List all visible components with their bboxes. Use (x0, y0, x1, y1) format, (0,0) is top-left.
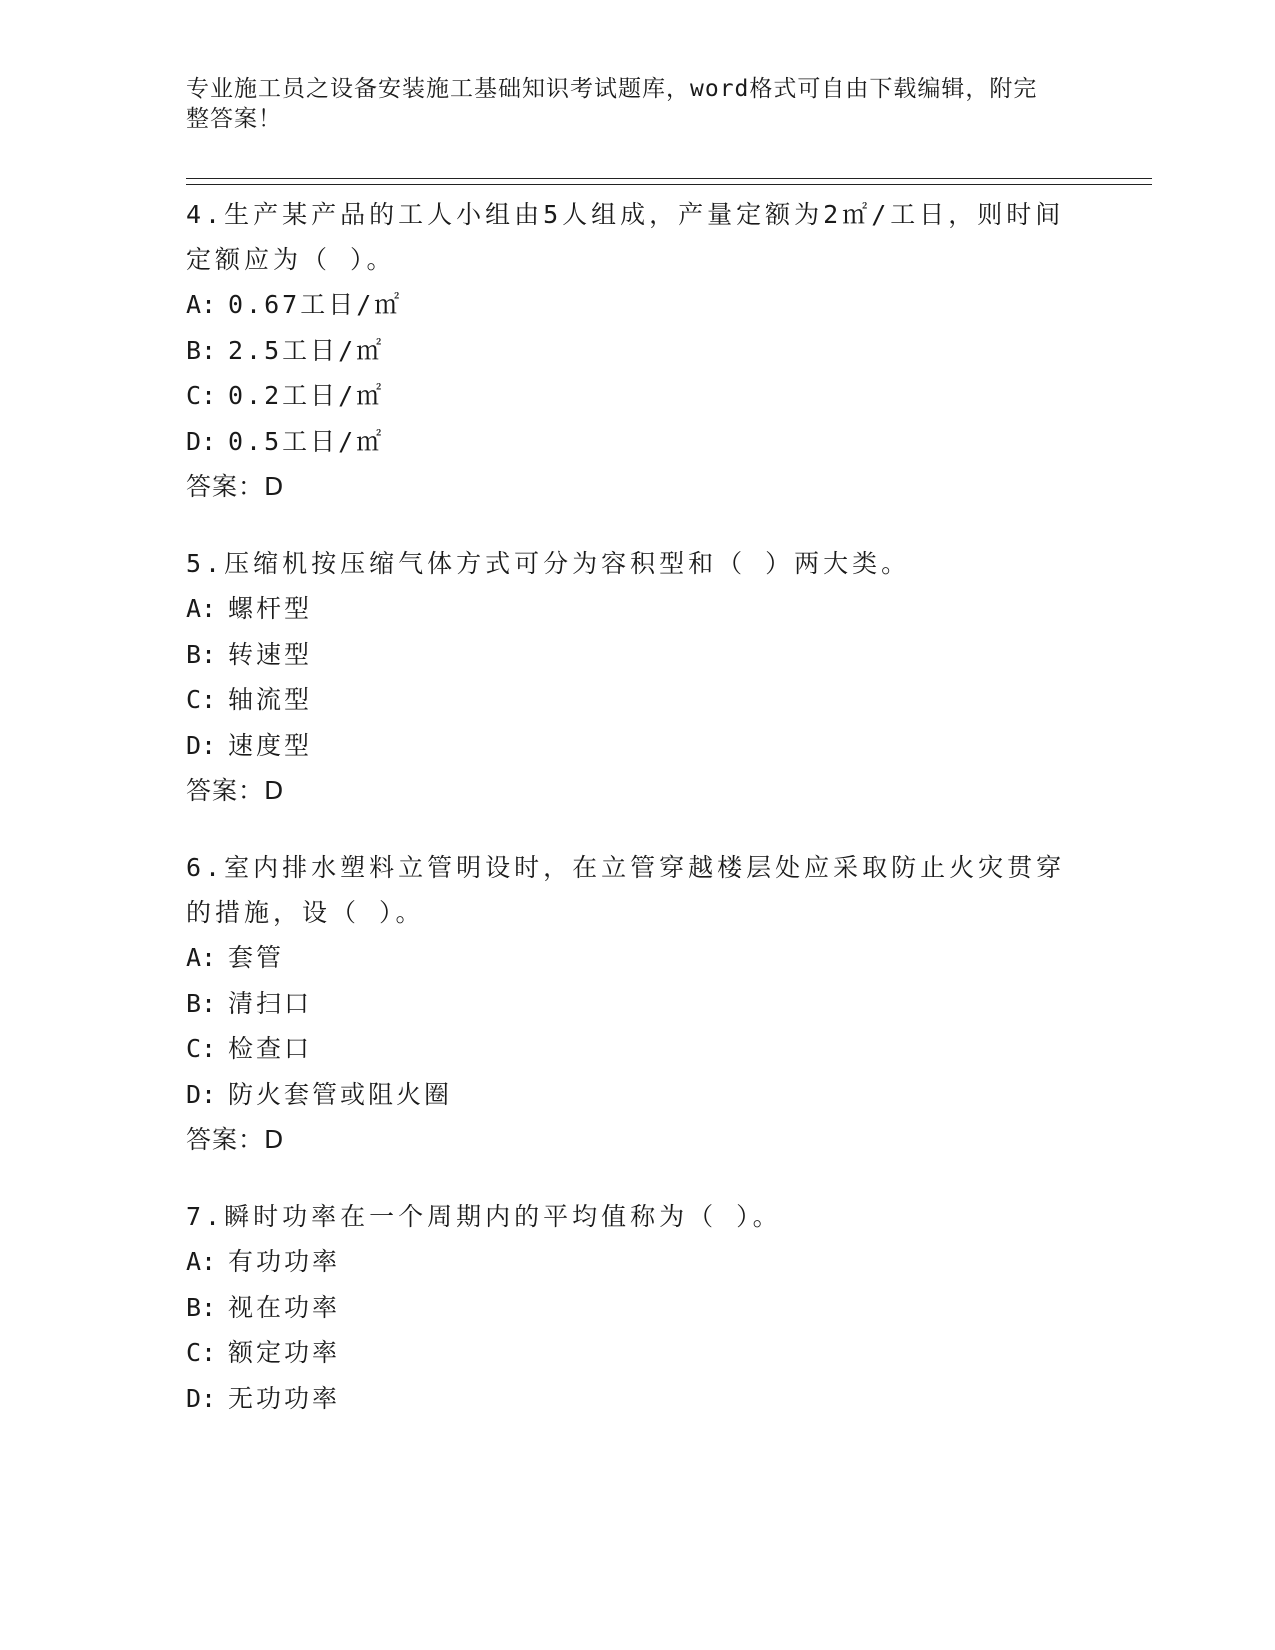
option-text: 0.5工日/㎡ (228, 426, 385, 456)
option-text: 额定功率 (228, 1338, 341, 1367)
option-key: A: (186, 594, 217, 623)
option-text: 套管 (228, 943, 285, 972)
option-c (186, 1330, 1086, 1376)
header-line-2: 整答案！ (186, 106, 282, 132)
option-c (186, 677, 1086, 723)
question-stem: 7.瞬时功率在一个周期内的平均值称为（ ）。 (186, 1202, 782, 1231)
option-key: D: (186, 730, 217, 760)
option-key: D: (186, 1079, 217, 1109)
option-key: C: (186, 381, 217, 410)
question-list (186, 190, 1086, 1450)
option-key: C: (186, 1338, 217, 1367)
option-a (186, 1239, 1086, 1285)
option-key: B: (186, 639, 217, 669)
question-stem: 5.压缩机按压缩气体方式可分为容积型和（ ）两大类。 (186, 549, 911, 578)
option-key: B: (186, 988, 217, 1018)
header-divider-top (186, 178, 1152, 179)
question-item (186, 539, 1086, 814)
option-text: 0.2工日/㎡ (228, 381, 385, 410)
option-a (186, 282, 1086, 328)
option-b (186, 632, 1086, 678)
option-text: 视在功率 (228, 1292, 341, 1322)
question-stem: 4.生产某产品的工人小组由5人组成，产量定额为2㎡/工日，则时间定额应为（ ）。 (186, 200, 1065, 274)
question-item (186, 190, 1086, 510)
option-text: 有功功率 (228, 1247, 341, 1276)
question-item (186, 843, 1086, 1163)
option-key: A: (186, 290, 217, 319)
question-item (186, 1192, 1086, 1421)
option-text: 2.5工日/㎡ (228, 335, 385, 365)
option-text: 轴流型 (228, 685, 313, 714)
option-a (186, 586, 1086, 632)
option-key: B: (186, 335, 217, 365)
header-divider-bottom (186, 184, 1152, 185)
option-c (186, 373, 1086, 419)
option-key: D: (186, 426, 217, 456)
option-b (186, 981, 1086, 1027)
header-line-1: 专业施工员之设备安装施工基础知识考试题库，word格式可自由下载编辑，附完 (186, 76, 1038, 102)
option-d (186, 723, 1086, 769)
answer-text: 答案：D (186, 1125, 285, 1154)
answer-text: 答案：D (186, 472, 285, 501)
option-d (186, 1072, 1086, 1118)
option-text: 0.67工日/㎡ (228, 290, 403, 319)
option-text: 防火套管或阻火圈 (228, 1079, 453, 1109)
option-a (186, 935, 1086, 981)
answer-text: 答案：D (186, 776, 285, 805)
option-c (186, 1026, 1086, 1072)
option-text: 速度型 (228, 730, 313, 760)
option-key: D: (186, 1383, 217, 1413)
option-d (186, 1376, 1086, 1422)
document-header (186, 74, 1066, 134)
question-stem: 6.室内排水塑料立管明设时，在立管穿越楼层处应采取防止火灾贯穿的措施，设（ ）。 (186, 853, 1066, 927)
option-key: C: (186, 685, 217, 714)
option-d (186, 419, 1086, 465)
option-key: B: (186, 1292, 217, 1322)
option-key: A: (186, 943, 217, 972)
option-key: C: (186, 1034, 217, 1063)
option-text: 螺杆型 (228, 594, 313, 623)
option-text: 转速型 (228, 639, 313, 669)
option-text: 无功功率 (228, 1383, 341, 1413)
option-text: 检查口 (228, 1034, 313, 1063)
option-key: A: (186, 1247, 217, 1276)
option-b (186, 1285, 1086, 1331)
option-b (186, 328, 1086, 374)
option-text: 清扫口 (228, 988, 313, 1018)
